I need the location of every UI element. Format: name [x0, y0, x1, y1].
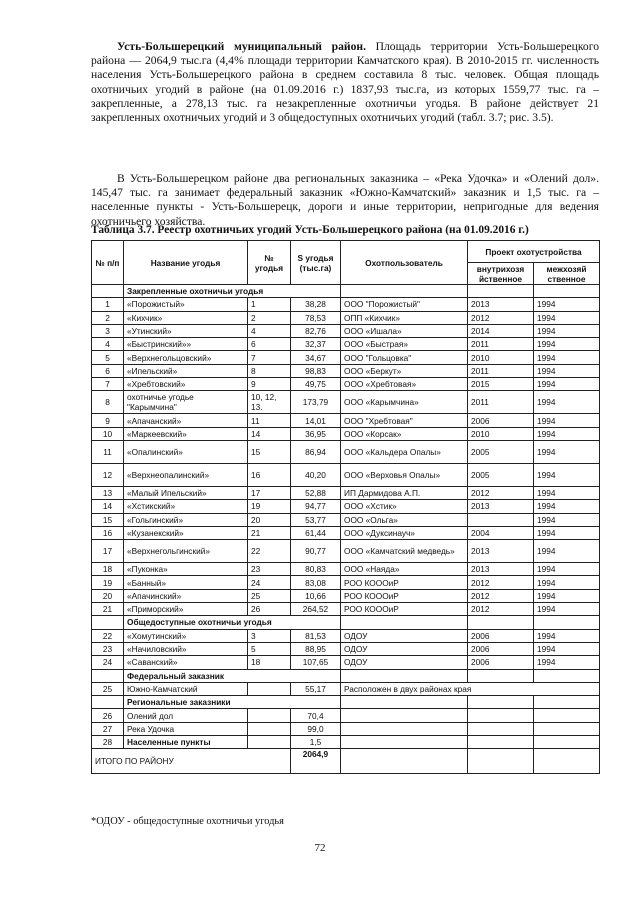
cell-inter: 1994 [534, 351, 600, 364]
cell-user: ОДОУ [341, 642, 468, 655]
header-inter: межхозяй ственное [534, 263, 600, 285]
cell-inter: 1994 [534, 576, 600, 589]
cell-inter: 1994 [534, 440, 600, 463]
table-row [92, 603, 600, 616]
cell-name: «Кузанекский» [124, 526, 248, 539]
cell-inter: 1994 [534, 589, 600, 602]
cell-area: 1,5 [291, 736, 341, 749]
cell-empty [468, 749, 534, 774]
cell-ground-no: 21 [248, 526, 291, 539]
cell-inter: 1994 [534, 378, 600, 391]
cell-num: 2 [92, 311, 124, 324]
cell-num: 13 [92, 486, 124, 499]
cell-ground-no [248, 722, 291, 735]
cell-num: 20 [92, 589, 124, 602]
cell-num: 17 [92, 540, 124, 563]
cell-name: «Хомутинский» [124, 629, 248, 642]
header-num: № п/п [92, 241, 124, 285]
cell-area: 55,17 [291, 682, 341, 695]
header-no: № угодья [248, 241, 291, 285]
cell-user: ООО «Корсак» [341, 427, 468, 440]
header-inner: внутрихозя йственное [468, 263, 534, 285]
cell-name: «Ипельский» [124, 364, 248, 377]
cell-inner: 2011 [468, 391, 534, 414]
table-row [92, 378, 600, 391]
section-fixed: Закрепленные охотничьи угодья [124, 285, 341, 298]
table-row [92, 311, 600, 324]
cell-empty [341, 616, 468, 629]
cell-user: ООО «Верховья Опалы» [341, 463, 468, 486]
cell-inter: 1994 [534, 603, 600, 616]
section-public: Общедоступные охотничьи угодья [124, 616, 341, 629]
cell-inter: 1994 [534, 298, 600, 311]
cell-num: 11 [92, 440, 124, 463]
cell-ground-no: 7 [248, 351, 291, 364]
cell-area: 34,67 [291, 351, 341, 364]
cell-inter: 1994 [534, 414, 600, 427]
table-row [92, 682, 600, 695]
table-row [92, 364, 600, 377]
cell-user: РОО КОООиР [341, 603, 468, 616]
cell-inner: 2012 [468, 486, 534, 499]
cell-num: 26 [92, 709, 124, 722]
cell-num: 18 [92, 563, 124, 576]
cell-area: 86,94 [291, 440, 341, 463]
cell-name: «Саванский» [124, 656, 248, 669]
cell-ground-no [248, 682, 291, 695]
cell-inter: 1994 [534, 338, 600, 351]
cell-empty [341, 749, 468, 774]
cell-inner: 2012 [468, 603, 534, 616]
cell-empty [92, 616, 124, 629]
cell-area: 14,01 [291, 414, 341, 427]
cell-inner: 2010 [468, 427, 534, 440]
cell-user: ООО «Хребтовая» [341, 378, 468, 391]
cell-empty [534, 616, 600, 629]
cell-name: «Быстринский»» [124, 338, 248, 351]
cell-ground-no: 10, 12, 13. [248, 391, 291, 414]
cell-num: 7 [92, 378, 124, 391]
cell-inner: 2013 [468, 540, 534, 563]
cell-empty [534, 696, 600, 709]
cell-name: «Верхнегольгинский» [124, 540, 248, 563]
table-body [92, 285, 600, 774]
cell-area: 10,66 [291, 589, 341, 602]
cell-area: 264,52 [291, 603, 341, 616]
cell-name: «Приморский» [124, 603, 248, 616]
cell-num: 14 [92, 500, 124, 513]
cell-user: ОПП «Кихчик» [341, 311, 468, 324]
cell-inter [534, 722, 600, 735]
cell-user: Расположен в двух районах края [341, 682, 600, 695]
cell-ground-no: 1 [248, 298, 291, 311]
cell-ground-no: 15 [248, 440, 291, 463]
cell-name: «Кихчик» [124, 311, 248, 324]
cell-inner: 2005 [468, 463, 534, 486]
cell-inner [468, 736, 534, 749]
cell-inter: 1994 [534, 656, 600, 669]
cell-area: 53,77 [291, 513, 341, 526]
cell-area: 38,28 [291, 298, 341, 311]
cell-ground-no: 23 [248, 563, 291, 576]
cell-num: 15 [92, 513, 124, 526]
cell-name: «Маркеевский» [124, 427, 248, 440]
cell-empty [92, 669, 124, 682]
cell-area: 61,44 [291, 526, 341, 539]
table-row [92, 351, 600, 364]
cell-empty [468, 669, 534, 682]
cell-inter: 1994 [534, 391, 600, 414]
cell-empty [341, 669, 468, 682]
cell-user: ООО "Порожистый" [341, 298, 468, 311]
cell-num: 23 [92, 642, 124, 655]
cell-ground-no: 16 [248, 463, 291, 486]
cell-ground-no: 11 [248, 414, 291, 427]
table-row [92, 427, 600, 440]
cell-user: РОО КОООиР [341, 576, 468, 589]
cell-empty [468, 696, 534, 709]
cell-area: 36,95 [291, 427, 341, 440]
cell-inter [534, 709, 600, 722]
cell-num: 19 [92, 576, 124, 589]
cell-inner: 2012 [468, 576, 534, 589]
cell-num: 1 [92, 298, 124, 311]
cell-inter: 1994 [534, 324, 600, 337]
hunting-grounds-registry-table [91, 240, 600, 774]
table-row [92, 298, 600, 311]
cell-inter: 1994 [534, 540, 600, 563]
cell-area: 88,95 [291, 642, 341, 655]
cell-inner: 2005 [468, 440, 534, 463]
cell-inner: 2012 [468, 311, 534, 324]
table-row [92, 513, 600, 526]
cell-area: 83,08 [291, 576, 341, 589]
table-row [92, 709, 600, 722]
table-row [92, 656, 600, 669]
cell-inner: 2006 [468, 629, 534, 642]
cell-user: ООО "Хребтовая" [341, 414, 468, 427]
header-name: Название угодья [124, 241, 248, 285]
cell-inter: 1994 [534, 364, 600, 377]
cell-inter: 1994 [534, 642, 600, 655]
header-user: Охотпользователь [341, 241, 468, 285]
cell-inter: 1994 [534, 486, 600, 499]
cell-area: 99,0 [291, 722, 341, 735]
cell-ground-no: 20 [248, 513, 291, 526]
table-row [92, 500, 600, 513]
page-number: 72 [314, 842, 326, 854]
cell-num: 28 [92, 736, 124, 749]
table-row [92, 338, 600, 351]
cell-inner [468, 513, 534, 526]
cell-ground-no: 6 [248, 338, 291, 351]
cell-area: 94,77 [291, 500, 341, 513]
table-row [92, 463, 600, 486]
table-row [92, 391, 600, 414]
paragraph-reserves: В Усть-Большерецком районе два региональных заказника – «Река Удочка» и «Олений дол». 145,47 тыс. га занимает федеральный заказник «Южно-Камчатский» заказник и 1,5 тыс. га – населенные пункты - Усть-Большерецк, дороги и иные территории, непригодные для ведения охотничьего хозяйства. [91, 172, 599, 228]
cell-area: 49,75 [291, 378, 341, 391]
table-row [92, 486, 600, 499]
paragraph-ust-bolsheretsky [91, 40, 599, 125]
cell-total-area: 2064,9 [291, 749, 341, 774]
cell-inner [468, 722, 534, 735]
cell-inner: 2010 [468, 351, 534, 364]
section-row [92, 696, 600, 709]
cell-name: Река Удочка [124, 722, 248, 735]
cell-ground-no: 4 [248, 324, 291, 337]
cell-user: ООО «Кальдера Опалы» [341, 440, 468, 463]
cell-user: ОДОУ [341, 629, 468, 642]
cell-name: «Утинский» [124, 324, 248, 337]
cell-area: 173,79 [291, 391, 341, 414]
cell-ground-no: 8 [248, 364, 291, 377]
table-row [92, 540, 600, 563]
cell-name: «Пуконка» [124, 563, 248, 576]
cell-user: ООО «Ишала» [341, 324, 468, 337]
cell-name: «Гольгинский» [124, 513, 248, 526]
cell-inner: 2006 [468, 414, 534, 427]
cell-name: охотничье угодье "Карымчина" [124, 391, 248, 414]
cell-empty [534, 749, 600, 774]
cell-user: ООО «Хстик» [341, 500, 468, 513]
cell-user: ООО «Дуксинауч» [341, 526, 468, 539]
cell-inner: 2004 [468, 526, 534, 539]
cell-inner: 2013 [468, 563, 534, 576]
cell-inter [534, 736, 600, 749]
cell-name: «Верхнегольцовский» [124, 351, 248, 364]
cell-num: 25 [92, 682, 124, 695]
cell-total-label: ИТОГО ПО РАЙОНУ [92, 749, 291, 774]
cell-ground-no: 25 [248, 589, 291, 602]
cell-user: ООО «Беркут» [341, 364, 468, 377]
cell-inner: 2012 [468, 589, 534, 602]
cell-name: «Хстикский» [124, 500, 248, 513]
table-row [92, 629, 600, 642]
cell-user [341, 736, 468, 749]
table-row [92, 563, 600, 576]
table-row [92, 526, 600, 539]
cell-area: 80,83 [291, 563, 341, 576]
cell-num: 4 [92, 338, 124, 351]
cell-ground-no: 19 [248, 500, 291, 513]
cell-name: «Верхнеопалинский» [124, 463, 248, 486]
cell-ground-no [248, 709, 291, 722]
table-row [92, 440, 600, 463]
header-project: Проект охотустройства [468, 241, 600, 263]
cell-area: 52,88 [291, 486, 341, 499]
section-row [92, 669, 600, 682]
cell-inner: 2013 [468, 298, 534, 311]
cell-num: 16 [92, 526, 124, 539]
cell-area: 107,65 [291, 656, 341, 669]
cell-inter: 1994 [534, 311, 600, 324]
table-row [92, 576, 600, 589]
table-row [92, 736, 600, 749]
cell-name: «Опалинский» [124, 440, 248, 463]
cell-ground-no: 2 [248, 311, 291, 324]
cell-user: ООО «Быстрая» [341, 338, 468, 351]
cell-user: ИП Дармидова А.П. [341, 486, 468, 499]
cell-ground-no: 17 [248, 486, 291, 499]
paragraph-text: Площадь территории Усть-Большерецкого района — 2064,9 тыс.га (4,4% площади территории Камчатского края). В 2010-2015 гг. численность населения Усть-Большерецкого района в среднем составила 8 тыс. человек. Общая площадь охотничьих угодий в районе (на 01.09.2016 г.) 1837,93 тыс.га, из которых 1559,77 тыс. га – закрепленные, а 278,13 тыс. га незакрепленные охотничьи угодья. В районе действует 21 закрепленных охотничьих угодий и 3 общедоступных охотничьих угодий (табл. 3.7; рис. 3.5). [91, 40, 599, 125]
cell-user [341, 709, 468, 722]
table-row [92, 642, 600, 655]
cell-inter: 1994 [534, 629, 600, 642]
section-row [92, 616, 600, 629]
cell-area: 98,83 [291, 364, 341, 377]
cell-num: 24 [92, 656, 124, 669]
cell-ground-no: 14 [248, 427, 291, 440]
cell-user [341, 722, 468, 735]
paragraph-heading: Усть-Большерецкий муниципальный район. [117, 40, 366, 53]
cell-area: 78,53 [291, 311, 341, 324]
cell-name: «Порожистый» [124, 298, 248, 311]
cell-ground-no [248, 736, 291, 749]
cell-user: ООО "Гольцовка" [341, 351, 468, 364]
cell-name: Населенные пункты [124, 736, 248, 749]
cell-num: 10 [92, 427, 124, 440]
cell-inner: 2015 [468, 378, 534, 391]
cell-inner: 2011 [468, 364, 534, 377]
cell-area: 82,76 [291, 324, 341, 337]
cell-num: 22 [92, 629, 124, 642]
table-row [92, 414, 600, 427]
cell-num: 3 [92, 324, 124, 337]
cell-name: Олений дол [124, 709, 248, 722]
cell-inner: 2013 [468, 500, 534, 513]
cell-ground-no: 22 [248, 540, 291, 563]
cell-num: 9 [92, 414, 124, 427]
cell-num: 8 [92, 391, 124, 414]
cell-area: 40,20 [291, 463, 341, 486]
cell-inter: 1994 [534, 427, 600, 440]
cell-num: 6 [92, 364, 124, 377]
table-row [92, 324, 600, 337]
cell-name: Южно-Камчатский [124, 682, 248, 695]
section-federal: Федеральный заказник [124, 669, 341, 682]
cell-area: 70,4 [291, 709, 341, 722]
cell-inner: 2014 [468, 324, 534, 337]
cell-empty [534, 669, 600, 682]
cell-num: 5 [92, 351, 124, 364]
total-row [92, 749, 600, 774]
cell-name: «Банный» [124, 576, 248, 589]
cell-name: «Апачинский» [124, 589, 248, 602]
section-regional: Региональные заказники [124, 696, 341, 709]
cell-name: «Хребтовский» [124, 378, 248, 391]
footnote: *ОДОУ - общедоступные охотничьи угодья [91, 816, 284, 827]
cell-area: 90,77 [291, 540, 341, 563]
cell-empty [341, 696, 468, 709]
cell-empty [468, 616, 534, 629]
cell-num: 27 [92, 722, 124, 735]
cell-inter: 1994 [534, 563, 600, 576]
cell-ground-no: 9 [248, 378, 291, 391]
cell-inner: 2006 [468, 656, 534, 669]
cell-user: ООО «Карымчина» [341, 391, 468, 414]
cell-ground-no: 3 [248, 629, 291, 642]
cell-inter: 1994 [534, 500, 600, 513]
cell-inter: 1994 [534, 463, 600, 486]
cell-area: 32,37 [291, 338, 341, 351]
cell-user: ООО «Ольга» [341, 513, 468, 526]
cell-ground-no: 5 [248, 642, 291, 655]
cell-user: ОДОУ [341, 656, 468, 669]
cell-empty [92, 696, 124, 709]
cell-user: ООО «Камчатский медведь» [341, 540, 468, 563]
cell-area: 81,53 [291, 629, 341, 642]
cell-user: РОО КОООиР [341, 589, 468, 602]
cell-inter: 1994 [534, 513, 600, 526]
cell-inner: 2011 [468, 338, 534, 351]
cell-inner: 2006 [468, 642, 534, 655]
cell-num: 21 [92, 603, 124, 616]
cell-ground-no: 24 [248, 576, 291, 589]
table-caption: Таблица 3.7. Реестр охотничьих угодий Усть-Большерецкого района (на 01.09.2016 г.) [91, 224, 529, 236]
cell-ground-no: 26 [248, 603, 291, 616]
cell-name: «Малый Ипельский» [124, 486, 248, 499]
cell-name: «Апачанский» [124, 414, 248, 427]
cell-num: 12 [92, 463, 124, 486]
cell-user: ООО «Наяда» [341, 563, 468, 576]
cell-inner [468, 709, 534, 722]
cell-inter: 1994 [534, 526, 600, 539]
table-row [92, 722, 600, 735]
table-row [92, 589, 600, 602]
cell-ground-no: 18 [248, 656, 291, 669]
header-area: S угодья (тыс.га) [291, 241, 341, 285]
cell-name: «Начиловский» [124, 642, 248, 655]
